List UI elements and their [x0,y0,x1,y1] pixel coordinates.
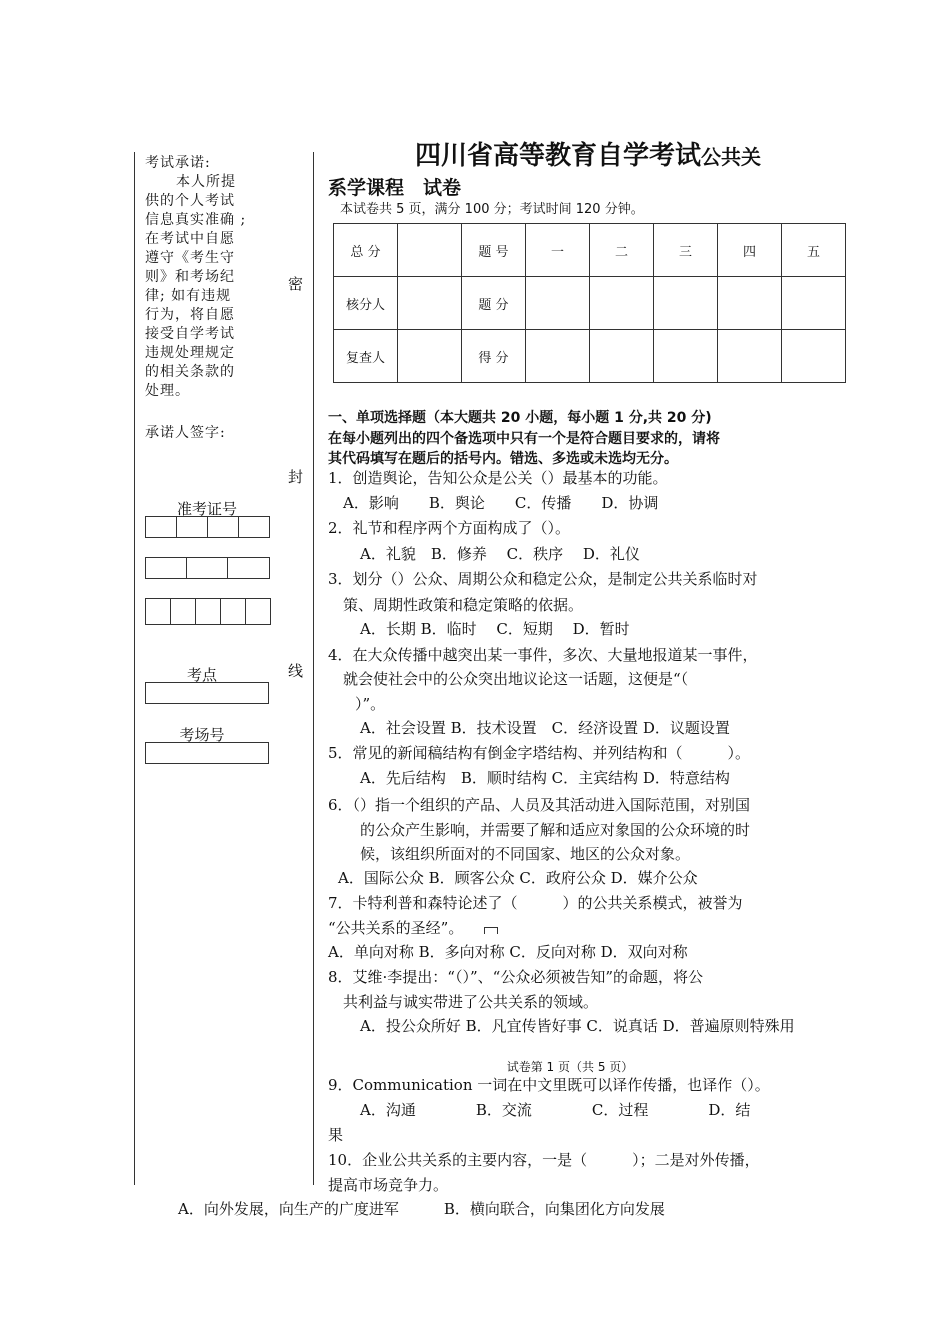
score-cell: 五 [782,224,846,277]
question-stem: 共利益与诚实带进了公共关系的领域。 [343,993,599,1011]
question-stem: 2．礼节和程序两个方面构成了（）。 [328,519,571,537]
score-cell[interactable] [590,330,654,383]
score-cell: 核分人 [334,277,398,330]
question-stem: 8．艾维·李提出：“（）”、“公众必须被告知”的命题，将公 [328,968,703,986]
section-instruction: 其代码填写在题后的括号内。错选、多选或未选均无分。 [328,451,678,467]
score-cell[interactable] [526,277,590,330]
promise-line: 行为，将自愿 [145,307,235,323]
score-cell: 题 分 [462,277,526,330]
score-cell[interactable] [398,277,462,330]
promise-line: 的相关条款的 [145,364,235,380]
question-stem: “公共关系的圣经”。 [328,919,464,937]
score-cell[interactable] [654,277,718,330]
question-stem: 就会使社会中的公众突出地议论这一话题，这便是“（ [343,670,689,688]
question-stem: 10．企业公共关系的主要内容，一是（ ）；二是对外传播， [328,1151,760,1169]
question-stem: 6．（）指一个组织的产品、人员及其活动进入国际范围，对别国 [328,796,751,814]
section-instruction: 在每小题列出的四个备选项中只有一个是符合题目要求的，请将 [328,431,720,447]
exam-room-box[interactable] [145,742,269,764]
score-cell[interactable] [718,277,782,330]
score-table [333,223,846,383]
question-stem: 1．创造舆论，告知公众是公关（）最基本的功能。 [328,469,668,487]
score-cell[interactable] [718,330,782,383]
seal-line [313,152,314,1185]
promise-line: 则》和考场纪 [145,269,235,285]
exam-id-label: 准考证号 [176,500,237,518]
question-stem: 策、周期性政策和稳定策略的依据。 [343,596,584,614]
promise-line: 接受自学考试 [145,326,235,342]
exam-room-label: 考场号 [179,726,225,744]
question-options: A．沟通 B．交流 C．过程 D．结 [360,1101,751,1119]
question-stem: 候，该组织所面对的不同国家、地区的公众对象。 [360,845,691,863]
promise-title: 考试承诺: [145,155,211,171]
question-options: 果 [328,1126,344,1144]
question-stem: 的公众产生影响，并需要了解和适应对象国的公众环境的时 [360,821,751,839]
question-options: A．先后结构 B．顺时结构 C．主宾结构 D．特意结构 [360,769,730,787]
question-options: A．投公众所好 B．凡宜传皆好事 C．说真话 D．普遍原则特殊用 [360,1017,795,1035]
score-cell: 四 [718,224,782,277]
question-options: A．向外发展，向生产的广度进军 B．横向联合，向集团化方向发展 [178,1200,665,1218]
score-cell[interactable] [526,330,590,383]
score-cell[interactable] [782,330,846,383]
seal-mi: 密 [288,275,304,293]
score-cell: 题 号 [462,224,526,277]
score-row-header [334,224,846,277]
question-stem: 9．Communication 一词在中文里既可以译作传播，也译作（）。 [328,1076,770,1094]
question-stem: ）”。 [355,695,386,713]
exam-subtitle: 系学课程 试卷 [328,177,462,199]
score-cell[interactable] [654,330,718,383]
exam-id-boxes-3[interactable] [145,598,271,625]
exam-id-boxes-2[interactable] [145,557,270,579]
question-stem: 3．划分（）公众、周期公众和稳定公众，是制定公共关系临时对 [328,570,758,588]
question-options: A．长期 B．临时 C．短期 D．暂时 [360,620,630,638]
score-cell: 复查人 [334,330,398,383]
question-options: A．国际公众 B．顾客公众 C．政府公众 D．媒介公众 [338,869,698,887]
question-stem: 4．在大众传播中越突出某一事件，多次、大量地报道某一事件， [328,646,758,664]
page-footer: 试卷第 1 页（共 5 页） [506,1060,634,1074]
promise-line: 信息真实准确 ; [145,212,247,228]
section-heading: 一、单项选择题（本大题共 20 小题，每小题 1 分,共 20 分) [328,410,712,426]
promise-block [145,154,260,401]
promise-line: 供的个人考试 [145,193,235,209]
question-options: A．社会设置 B．技术设置 C．经济设置 D．议题设置 [360,719,730,737]
score-cell: 得 分 [462,330,526,383]
promise-line: 律; 如有违规 [145,288,232,304]
score-cell: 二 [590,224,654,277]
exam-id-boxes-1[interactable] [145,516,270,538]
score-cell[interactable] [398,224,462,277]
score-cell[interactable] [398,330,462,383]
question-options: A．影响 B．舆论 C．传播 D．协调 [343,494,659,512]
question-stem: 提高市场竞争力。 [328,1176,449,1194]
promise-line: 本人所提 [176,174,236,190]
question-options: A．礼貌 B．修养 C．秩序 D．礼仪 [360,545,640,563]
promise-line: 违规处理规定 [145,345,235,361]
promise-line: 在考试中自愿 [145,231,235,247]
exam-title-tail: 公共关 [701,145,762,169]
seal-feng: 封 [288,468,304,486]
exam-point-box[interactable] [145,682,269,704]
question-stem: 5．常见的新闻稿结构有倒金字塔结构、并列结构和（ ）。 [328,744,751,762]
signature-label: 承诺人签字: [145,425,226,441]
seal-xian: 线 [288,662,304,680]
question-options: A．单向对称 B．多向对称 C．反向对称 D．双向对称 [328,943,688,961]
score-cell: 总 分 [334,224,398,277]
promise-line: 处理。 [145,383,190,399]
left-border-line [134,152,135,1185]
question-stem: 7．卡特利普和森特论述了（ ）的公共关系模式，被誉为 [328,894,743,912]
exam-note: 本试卷共 5 页，满分 100 分；考试时间 120 分钟。 [340,202,644,217]
promise-line: 遵守《考生守 [145,250,235,266]
score-row-reviewer [334,330,846,383]
score-cell[interactable] [782,277,846,330]
exam-title-main: 四川省高等教育自学考试 [415,141,702,171]
score-cell: 三 [654,224,718,277]
score-cell[interactable] [590,277,654,330]
score-row-checker [334,277,846,330]
exam-title [415,135,761,172]
small-bracket-mark [484,927,498,934]
score-cell: 一 [526,224,590,277]
exam-point-label: 考点 [186,666,217,684]
